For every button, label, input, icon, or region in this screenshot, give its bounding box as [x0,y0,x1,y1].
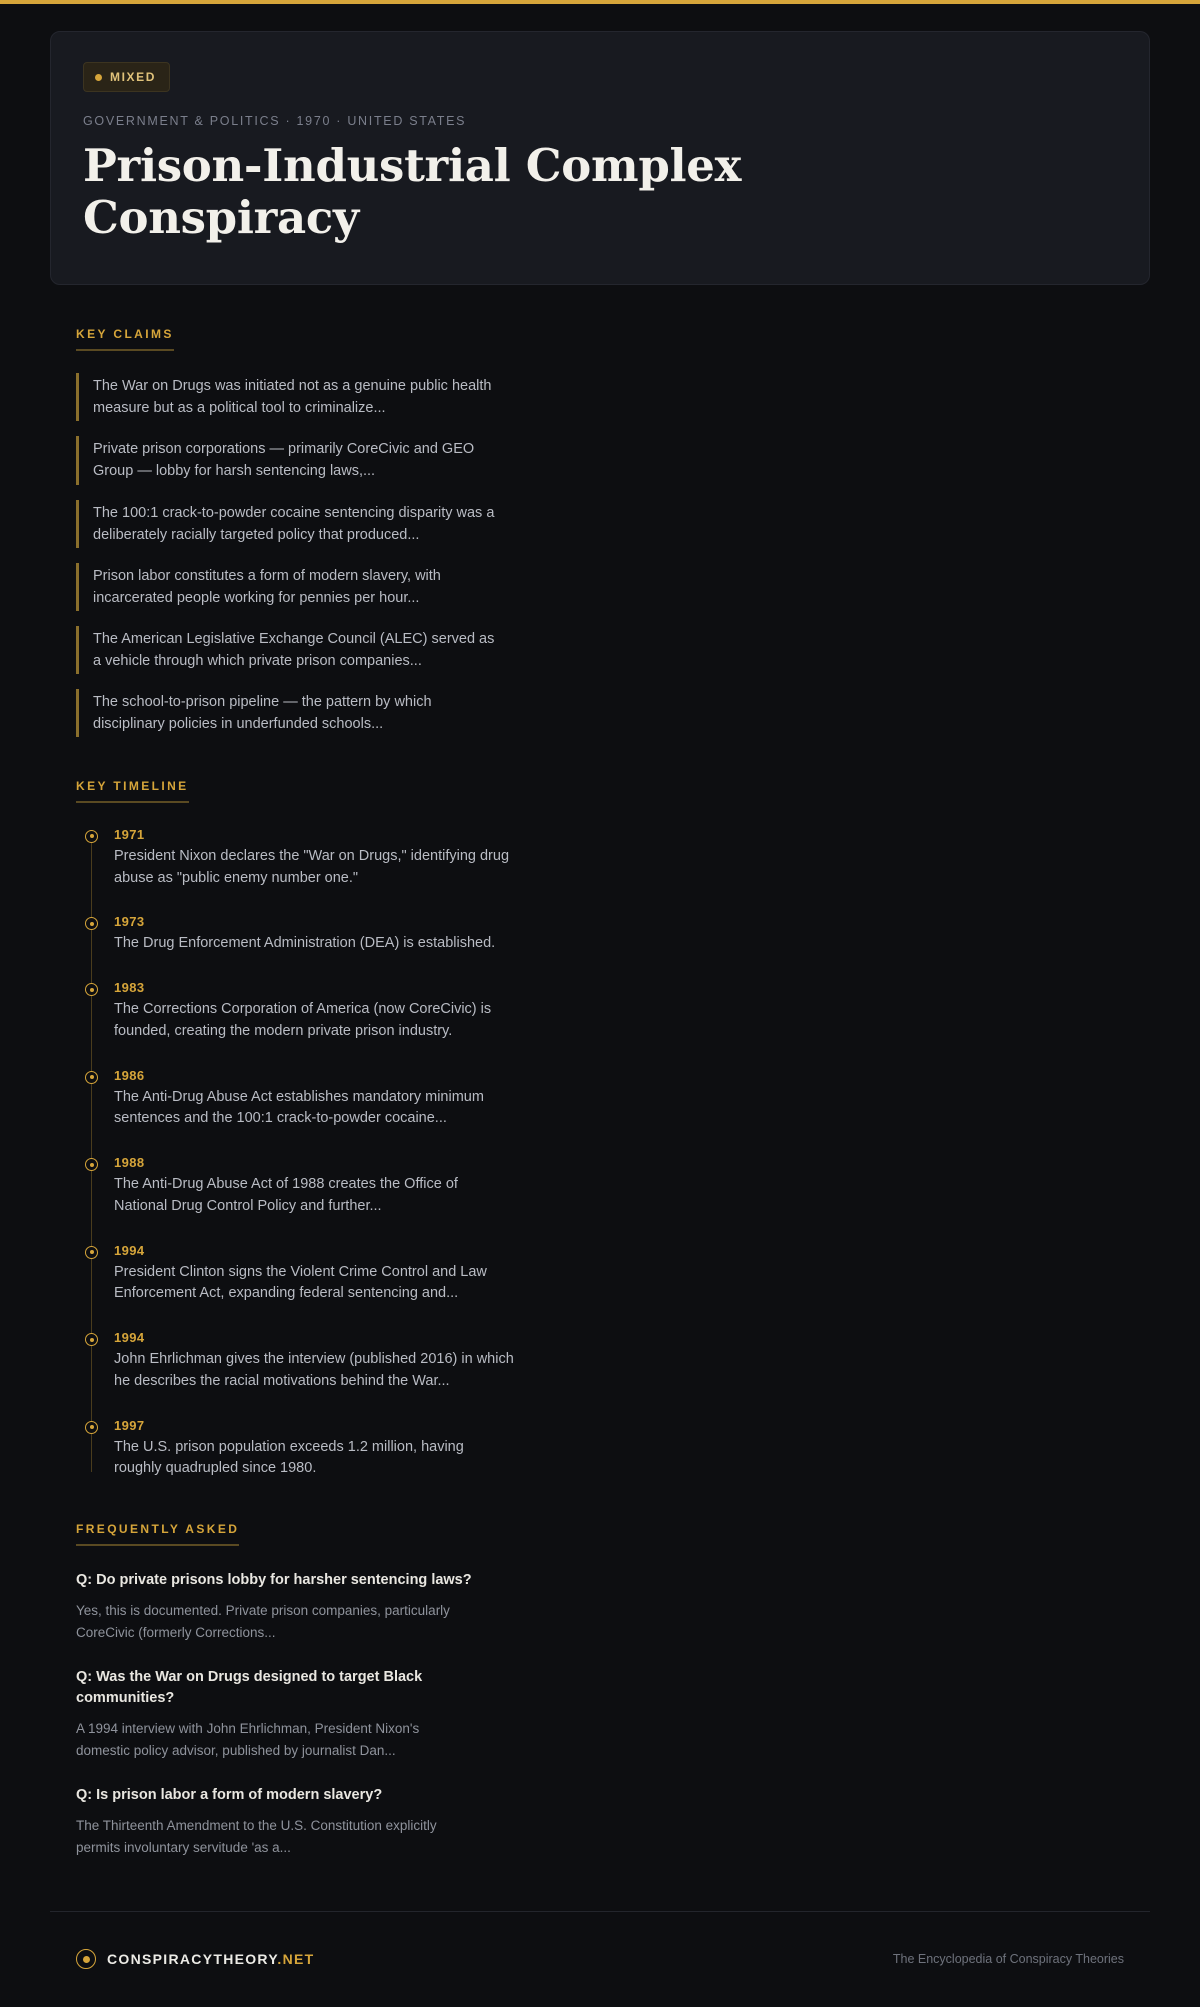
claim-text: The school-to-prison pipeline — the pattern by which disciplinary policies in underfunded schools... [93,693,432,732]
claims-list [76,373,1124,736]
timeline-entry[interactable] [114,1330,514,1393]
faq-question: Q: Do private prisons lobby for harsher sentencing laws? [76,1572,472,1588]
timeline-year: 1986 [114,1067,145,1083]
key-timeline-heading: KEY TIMELINE [76,779,189,803]
timeline-text: The Corrections Corporation of America (now CoreCivic) is founded, creating the modern private prison industry. [114,1001,492,1039]
timeline-text: The U.S. prison population exceeds 1.2 million, having roughly quadrupled since 1980. [114,1438,464,1477]
claim-text: The War on Drugs was initiated not as a genuine public health measure but as a political tool to criminalize... [93,378,492,417]
timeline-node-icon [85,1246,98,1259]
timeline-text: President Nixon declares the "War on Drugs," identifying drug abuse as "public enemy number one." [114,847,510,886]
timeline-node-icon [85,1158,98,1171]
timeline-year: 1988 [114,1155,145,1170]
list-item[interactable] [76,689,496,737]
timeline-node-icon [85,1071,98,1084]
timeline-year: 1983 [114,980,145,995]
claim-text: Private prison corporations — primarily CoreCivic and GEO Group — lobby for harsh sentencing laws,... [93,441,475,480]
timeline-entry[interactable] [114,1155,514,1218]
site-footer [50,1911,1150,2007]
timeline-text: President Clinton signs the Violent Crime Control and Law Enforcement Act, expanding federal sentencing and... [114,1263,487,1302]
timeline-node-icon [85,1333,98,1346]
list-item[interactable] [76,563,496,611]
claim-text: The 100:1 crack-to-powder cocaine sentencing disparity was a deliberately racially targeted policy that produced... [93,504,495,543]
timeline-node-icon [85,830,98,843]
key-claims-heading: KEY CLAIMS [76,327,174,351]
timeline-entry[interactable] [114,980,514,1043]
timeline-node-icon [85,1421,98,1434]
page-title: Prison-Industrial Complex Conspiracy [83,139,742,245]
eye-icon [76,1949,96,1969]
faq-section [50,1520,1150,1859]
timeline-text: The Drug Enforcement Administration (DEA) is established. [114,935,496,952]
status-dot-icon [95,74,102,81]
page-container [0,31,1200,2007]
faq-question: Q: Was the War on Drugs designed to target Black communities? [76,1669,423,1707]
faq-entry[interactable] [76,1570,476,1643]
timeline-entry[interactable] [114,827,514,890]
faq-heading: FREQUENTLY ASKED [76,1522,239,1546]
faq-answer: The Thirteenth Amendment to the U.S. Constitution explicitly permits involuntary servitude 'as a... [76,1818,437,1856]
status-badge-label: MIXED [110,70,157,84]
status-badge [83,62,170,92]
faq-entry[interactable] [76,1667,476,1761]
claim-text: The American Legislative Exchange Council (ALEC) served as a vehicle through which private prison companies... [93,630,495,669]
brand-name-tld: .NET [277,1951,315,1968]
faq-question: Q: Is prison labor a form of modern slavery? [76,1787,383,1804]
site-logo[interactable] [76,1949,315,1969]
timeline-text: John Ehrlichman gives the interview (published 2016) in which he describes the racial motivations behind the War... [114,1351,514,1389]
claim-text: Prison labor constitutes a form of modern slavery, with incarcerated people working for pennies per hour... [93,567,441,606]
timeline-year: 1971 [114,826,145,842]
list-item[interactable] [76,373,496,421]
timeline-entry[interactable] [114,1243,514,1306]
timeline-year: 1994 [114,1242,145,1258]
top-accent-rule [0,0,1200,4]
timeline-entry[interactable] [114,1068,514,1131]
breadcrumb: GOVERNMENT & POLITICS · 1970 · UNITED STATES [83,114,467,128]
faq-list [76,1570,1124,1859]
brand-name-main: CONSPIRACYTHEORY [107,1951,278,1968]
footer-tagline: The Encyclopedia of Conspiracy Theories [892,1952,1124,1967]
hero-card [50,31,1150,285]
timeline-node-icon [85,983,98,996]
timeline-text: The Anti-Drug Abuse Act of 1988 creates the Office of National Drug Control Policy and further... [114,1176,458,1214]
timeline-text: The Anti-Drug Abuse Act establishes mandatory minimum sentences and the 100:1 crack-to-powder cocaine... [114,1088,484,1127]
faq-entry[interactable] [76,1785,476,1858]
timeline-node-icon [85,917,98,930]
timeline-entry[interactable] [114,1418,514,1481]
timeline-year: 1973 [114,914,145,930]
timeline-list [76,827,1124,1480]
timeline-entry[interactable] [114,914,514,955]
faq-answer: Yes, this is documented. Private prison companies, particularly CoreCivic (formerly Corrections... [76,1603,450,1640]
timeline-year: 1994 [114,1330,145,1345]
key-claims-section [50,325,1150,736]
list-item[interactable] [76,500,496,548]
list-item[interactable] [76,626,496,674]
brand-name [107,1951,315,1967]
list-item[interactable] [76,436,496,484]
key-timeline-section [50,777,1150,1480]
timeline-year: 1997 [114,1417,145,1433]
faq-answer: A 1994 interview with John Ehrlichman, President Nixon's domestic policy advisor, published by journalist Dan... [76,1721,420,1758]
